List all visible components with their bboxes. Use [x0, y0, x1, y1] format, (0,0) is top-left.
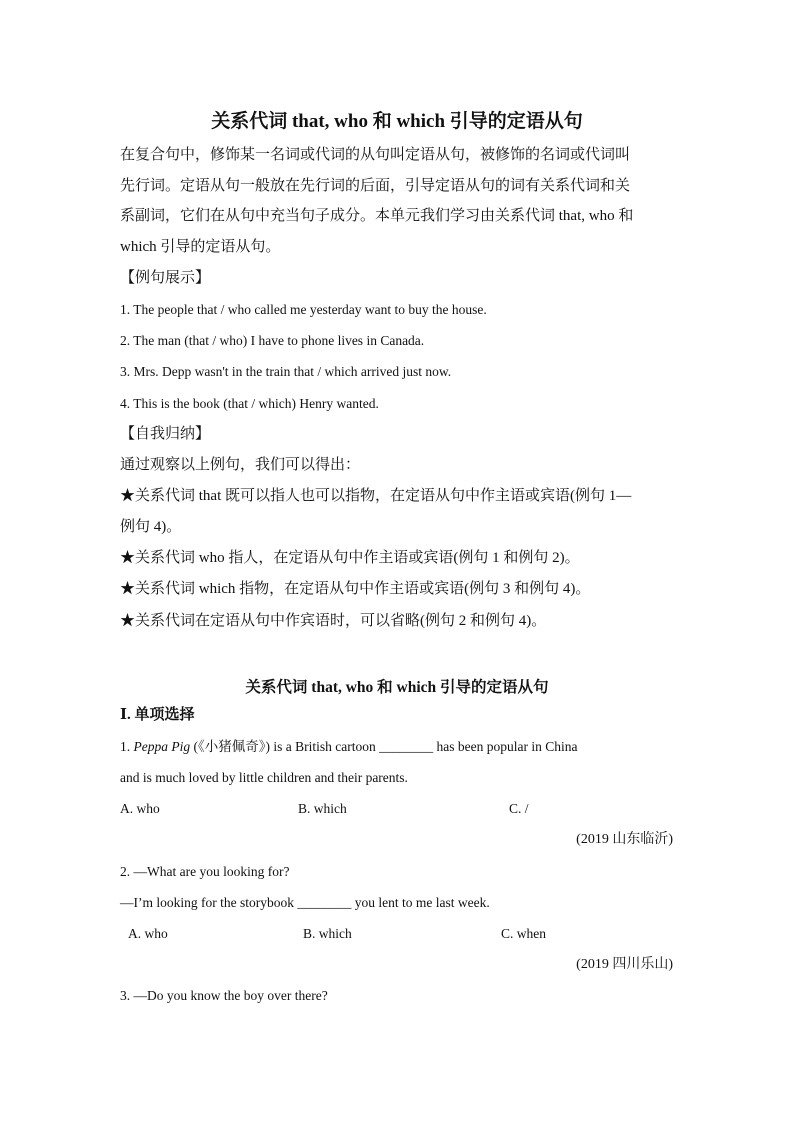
example-sentence: 2. The man (that / who) I have to phone lives in Canada.: [120, 333, 425, 348]
example-sentence: 3. Mrs. Depp wasn't in the train that / which arrived just now.: [120, 364, 452, 379]
summary-heading: 【自我归纳】: [120, 426, 211, 442]
option-c: C. /: [509, 801, 529, 816]
rule-line: ★关系代词 who 指人，在定语从句中作主语或宾语(例句 1 和例句 2)。: [120, 550, 580, 566]
option-b: B. which: [298, 801, 347, 816]
intro-line: 先行词。定语从句一般放在先行词的后面，引导定语从句的词有关系代词和关: [120, 178, 631, 194]
section-label: Ⅰ. 单项选择: [120, 707, 195, 723]
examples-heading: 【例句展示】: [120, 270, 211, 286]
question-1-line-1: [120, 737, 577, 757]
example-sentence: 1. The people that / who called me yesterday want to buy the house.: [120, 302, 487, 317]
question-text: (《小猪佩奇》) is a British cartoon ________ has been popular in China: [190, 739, 578, 754]
question-2-line-1: 2. —What are you looking for?: [120, 864, 290, 879]
intro-line: 在复合句中，修饰某一名词或代词的从句叫定语从句，被修饰的名词或代词叫: [120, 147, 631, 163]
option-a: A. who: [120, 801, 160, 816]
question-2-line-2: —I’m looking for the storybook ________ you lent to me last week.: [120, 895, 490, 910]
option-c: C. when: [501, 926, 546, 941]
exercise-title: 关系代词 that, who 和 which 引导的定语从句: [245, 679, 549, 696]
example-sentence: 4. This is the book (that / which) Henry wanted.: [120, 396, 379, 411]
main-title: 关系代词 that, who 和 which 引导的定语从句: [211, 111, 583, 132]
intro-line: which 引导的定语从句。: [120, 239, 281, 255]
question-3-line-1: 3. —Do you know the boy over there?: [120, 988, 328, 1003]
rule-line: 例句 4)。: [120, 519, 182, 535]
summary-intro: 通过观察以上例句，我们可以得出：: [120, 457, 361, 473]
question-1-line-2: and is much loved by little children and their parents.: [120, 770, 408, 785]
rule-line: ★关系代词在定语从句中作宾语时，可以省略(例句 2 和例句 4)。: [120, 613, 547, 629]
option-a: A. who: [128, 926, 168, 941]
question-source: (2019 山东临沂): [576, 832, 673, 847]
question-source: (2019 四川乐山): [576, 957, 673, 972]
intro-line: 系副词，它们在从句中充当句子成分。本单元我们学习由关系代词 that, who 和: [120, 208, 634, 224]
option-b: B. which: [303, 926, 352, 941]
question-number: 1.: [120, 739, 134, 754]
rule-line: ★关系代词 that 既可以指人也可以指物，在定语从句中作主语或宾语(例句 1—: [120, 488, 632, 504]
italic-title: Peppa Pig: [133, 739, 191, 754]
rule-line: ★关系代词 which 指物，在定语从句中作主语或宾语(例句 3 和例句 4)。: [120, 581, 591, 597]
